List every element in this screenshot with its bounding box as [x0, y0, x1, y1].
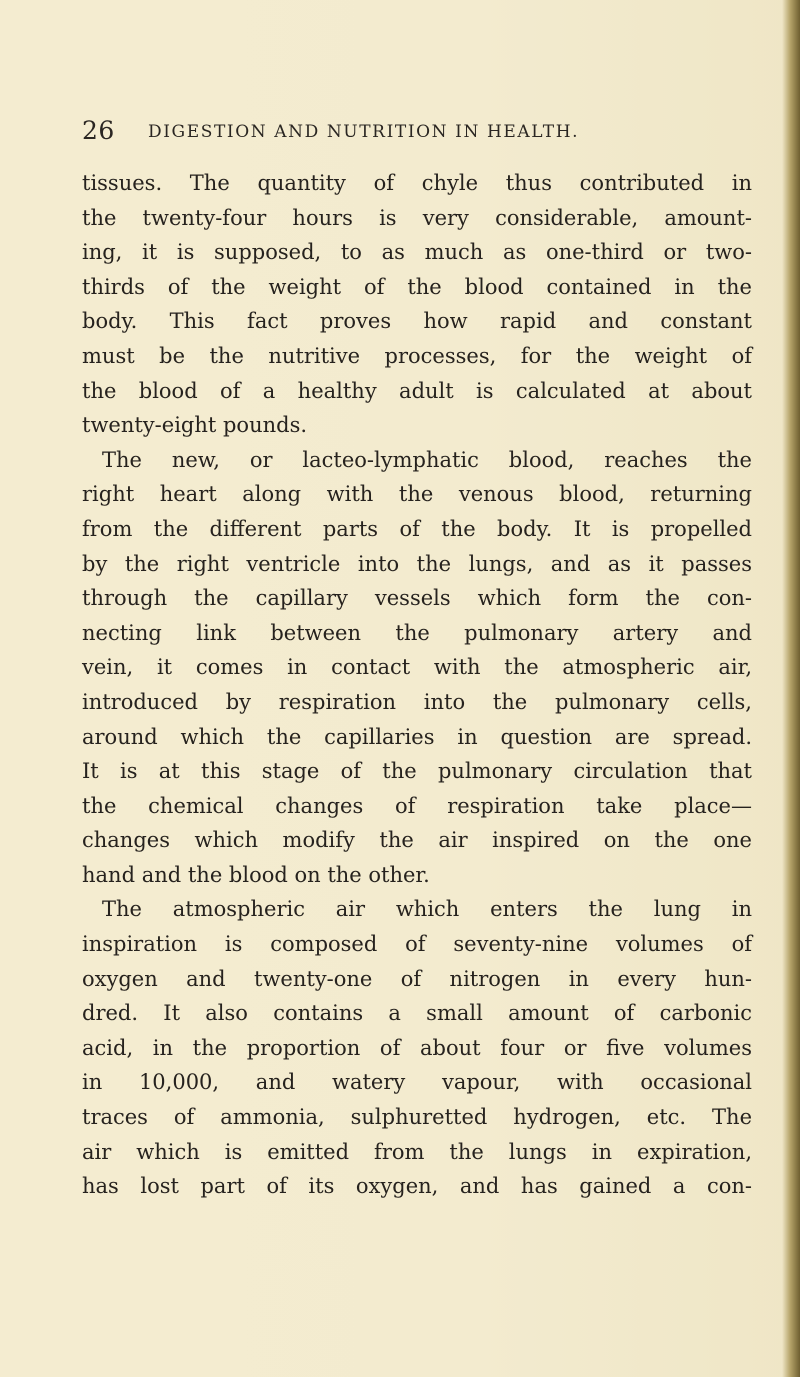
- text-line: The new, or lacteo-lymphatic blood, reaches the: [102, 447, 752, 472]
- text-line: inspiration is composed of seventy-nine volumes of: [82, 932, 752, 957]
- text-line: It is at this stage of the pulmonary circulation that: [82, 759, 752, 784]
- text-line: oxygen and twenty-one of nitrogen in every hun-: [82, 966, 752, 991]
- text-line: around which the capillaries in question are spread.: [82, 724, 752, 749]
- page-edge-shadow: [782, 0, 800, 1377]
- text-line: tissues. The quantity of chyle thus contributed in: [82, 171, 752, 195]
- page-header: [82, 116, 742, 156]
- text-line: changes which modify the air inspired on the one: [82, 828, 752, 853]
- text-line: air which is emitted from the lungs in expiration,: [82, 1139, 752, 1164]
- text-line: the blood of a healthy adult is calculated at about: [82, 378, 752, 403]
- text-line: necting link between the pulmonary artery and: [82, 620, 752, 645]
- text-line: body. This fact proves how rapid and constant: [82, 309, 752, 334]
- text-line: traces of ammonia, sulphuretted hydrogen, etc. The: [82, 1105, 752, 1130]
- text-line: the twenty-four hours is very considerable, amount-: [82, 205, 752, 230]
- text-line: right heart along with the venous blood, returning: [82, 482, 752, 507]
- running-head: DIGESTION AND NUTRITION IN HEALTH.: [148, 122, 580, 142]
- text-line: the chemical changes of respiration take place—: [82, 793, 752, 818]
- body-text: [82, 166, 752, 1204]
- text-line: in 10,000, and watery vapour, with occasional: [82, 1070, 752, 1095]
- text-line: by the right ventricle into the lungs, and as it passes: [82, 551, 752, 576]
- text-line: introduced by respiration into the pulmonary cells,: [82, 689, 752, 714]
- text-line: hand and the blood on the other.: [82, 862, 430, 887]
- text-line: has lost part of its oxygen, and has gained a con-: [82, 1174, 752, 1199]
- text-line: ing, it is supposed, to as much as one-third or two-: [82, 240, 752, 265]
- text-line: thirds of the weight of the blood contained in the: [82, 274, 752, 299]
- text-line: must be the nutritive processes, for the weight of: [82, 343, 752, 368]
- text-line: vein, it comes in contact with the atmospheric air,: [82, 655, 752, 680]
- text-line: The atmospheric air which enters the lung in: [102, 897, 752, 922]
- text-line: acid, in the proportion of about four or five volumes: [82, 1035, 752, 1060]
- text-line: through the capillary vessels which form the con-: [82, 586, 752, 611]
- text-line: from the different parts of the body. It is propelled: [82, 516, 752, 541]
- page-number: 26: [82, 116, 115, 145]
- text-line: dred. It also contains a small amount of carbonic: [82, 1001, 752, 1026]
- text-line: twenty-eight pounds.: [82, 413, 308, 438]
